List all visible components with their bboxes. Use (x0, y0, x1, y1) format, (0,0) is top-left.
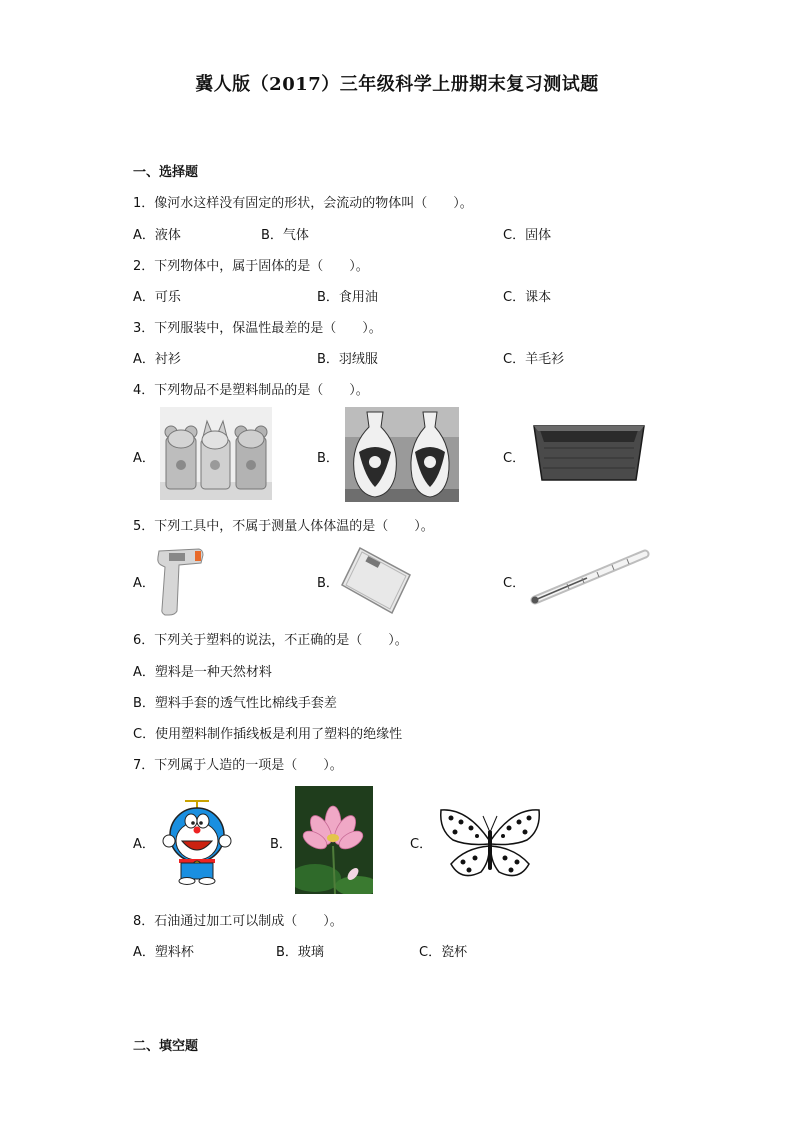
q6-option-c: C．使用塑料制作插线板是利用了塑料的绝缘性 (133, 727, 403, 742)
glass-thermometer-image (527, 548, 651, 606)
question-4-stem: 4．下列物品不是塑料制品的是（ ）。 (133, 383, 369, 398)
q5-option-a: A． (133, 576, 155, 591)
doraemon-image (157, 795, 237, 885)
question-3-stem: 3．下列服装中，保温性最差的是（ ）。 (133, 321, 382, 336)
q3-option-b: B．羽绒服 (317, 352, 378, 367)
porcelain-vases-image (345, 407, 459, 502)
question-2-stem: 2．下列物体中，属于固体的是（ ）。 (133, 259, 369, 274)
q5-option-c: C． (503, 576, 526, 591)
q2-option-b: B．食用油 (317, 290, 378, 305)
q1-option-a: A．液体 (133, 228, 181, 243)
lotus-flower-image (295, 786, 373, 894)
q6-option-b: B．塑料手套的透气性比棉线手套差 (133, 696, 337, 711)
q4-option-c: C． (503, 451, 526, 466)
q5-option-b: B． (317, 576, 339, 591)
question-5-stem: 5．下列工具中，不属于测量人体体温的是（ ）。 (133, 519, 434, 534)
q7-option-c: C． (410, 837, 433, 852)
section-heading: 二、填空题 (133, 1039, 199, 1054)
q1-option-b: B．气体 (261, 228, 309, 243)
q4-option-b: B． (317, 451, 339, 466)
q6-option-a: A．塑料是一种天然材料 (133, 665, 272, 680)
q1-option-c: C．固体 (503, 228, 552, 243)
q2-option-c: C．课本 (503, 290, 552, 305)
bathroom-scale-image (340, 545, 412, 615)
butterfly-image (437, 806, 543, 882)
q3-option-a: A．衬衫 (133, 352, 181, 367)
q3-option-c: C．羊毛衫 (503, 352, 565, 367)
q8-option-a: A．塑料杯 (133, 945, 194, 960)
page-title: 冀人版（2017）三年级科学上册期末复习测试题 (195, 74, 599, 95)
q8-option-b: B．玻璃 (276, 945, 324, 960)
q7-option-a: A． (133, 837, 155, 852)
q4-option-a: A． (133, 451, 155, 466)
question-6-stem: 6．下列关于塑料的说法，不正确的是（ ）。 (133, 633, 408, 648)
question-7-stem: 7．下列属于人造的一项是（ ）。 (133, 758, 343, 773)
infrared-thermometer-image (155, 545, 205, 617)
q7-option-b: B． (270, 837, 292, 852)
section-heading: 一、选择题 (133, 165, 199, 180)
plastic-trash-bins-image (160, 407, 272, 500)
question-1-stem: 1．像河水这样没有固定的形状，会流动的物体叫（ ）。 (133, 196, 473, 211)
question-8-stem: 8．石油通过加工可以制成（ ）。 (133, 914, 343, 929)
q8-option-c: C．瓷杯 (419, 945, 468, 960)
q2-option-a: A．可乐 (133, 290, 181, 305)
plastic-basket-image (530, 418, 648, 488)
